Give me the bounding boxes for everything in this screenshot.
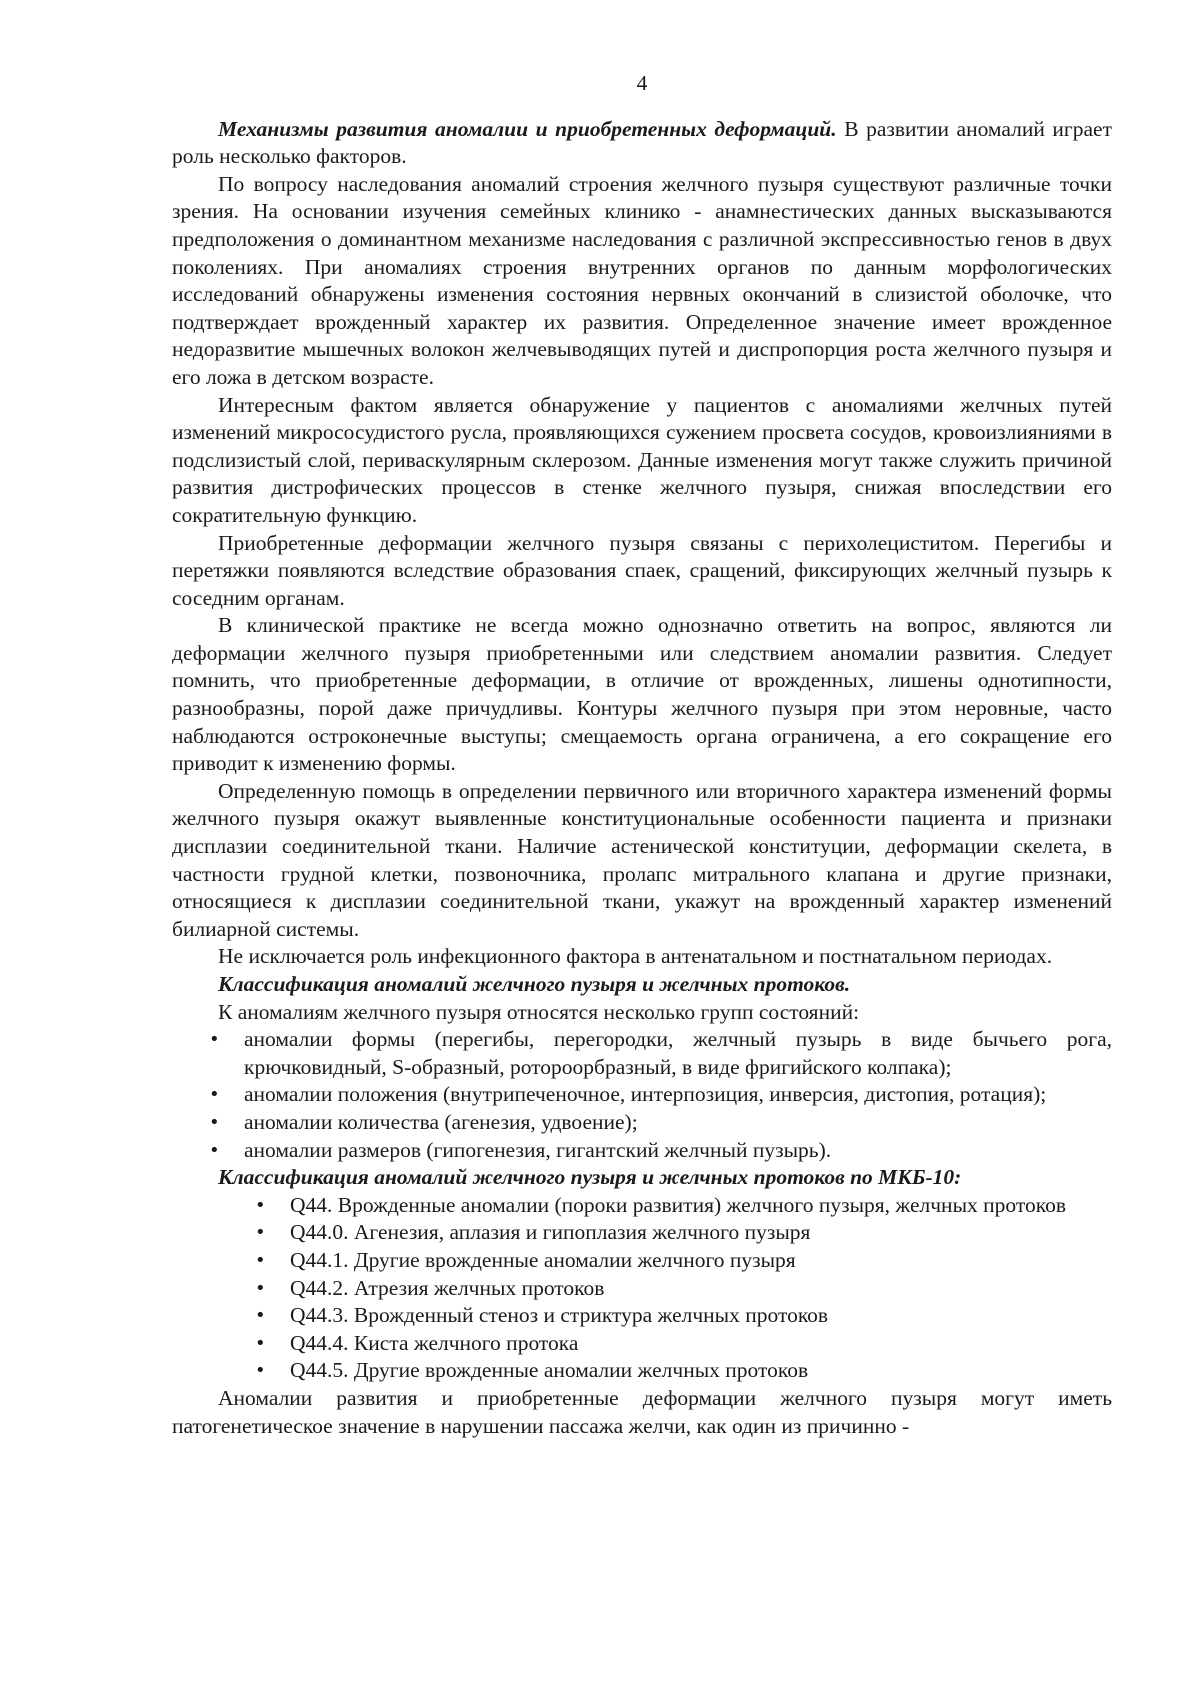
list-item: • аномалии положения (внутрипеченочное, интерпозиция, инверсия, дистопия, ротация);	[172, 1081, 1112, 1109]
paragraph: Интересным фактом является обнаружение у пациентов с аномалиями желчных путей изменений микрососудистого русла, проявляющихся сужением просвета сосудов, кровоизлияниями в подслизистый слой, периваскулярным склерозом. Данные изменения могут также служить причиной развития дистрофических процессов в стенке желчного пузыря, снижая впоследствии его сократительную функцию.	[172, 392, 1112, 527]
list-item: • Q44.2. Атрезия желчных протоков	[172, 1275, 1112, 1303]
intro-text: В развитии аномалий играет роль несколько факторов.	[172, 116, 1112, 169]
section-heading-mechanisms: Механизмы развития аномалии и приобретенных деформаций.	[218, 116, 837, 141]
paragraph: В клинической практике не всегда можно однозначно ответить на вопрос, являются ли деформации желчного пузыря приобретенными или следствием аномалии развития. Следует помнить, что приобретенные деформации, в отличие от врожденных, лишены однотипности, разнообразны, порой даже причудливы. Контуры желчного пузыря при этом неровные, часто наблюдаются остроконечные выступы; смещаемость органа ограничена, а его сокращение его приводит к изменению формы.	[172, 613, 1112, 776]
paragraph: По вопросу наследования аномалий строения желчного пузыря существуют различные точки зрения. На основании изучения семейных клинико - анамнестических данных высказываются предположения о доминантном механизме наследования с различной экспрессивностью генов в двух поколениях. При аномалиях строения внутренних органов по данным морфологических исследований обнаружены изменения состояния нервных окончаний в слизистой оболочке, что подтверждает врожденный характер их развития. Определенное значение имеет врожденное недоразвитие мышечных волокон желчевыводящих путей и диспропорция роста желчного пузыря и его ложа в детском возрасте.	[172, 171, 1112, 389]
list-item: • аномалии размеров (гипогенезия, гигантский желчный пузырь).	[172, 1137, 1112, 1165]
classification-intro: К аномалиям желчного пузыря относятся несколько групп состояний:	[218, 999, 860, 1024]
list-item: • Q44.4. Киста желчного протока	[172, 1330, 1112, 1358]
final-paragraph: Аномалии развития и приобретенные деформации желчного пузыря могут иметь патогенетическое значение в нарушении пассажа желчи, как один из причинно -	[172, 1385, 1112, 1438]
classification-list	[172, 1026, 1112, 1164]
icd-heading: Классификация аномалий желчного пузыря и желчных протоков по МКБ-10:	[218, 1165, 962, 1190]
classification-heading: Классификация аномалий желчного пузыря и желчных протоков.	[218, 972, 851, 996]
list-item: • аномалии формы (перегибы, перегородки, желчный пузырь в виде бычьего рога, крючковидный, S-образный, ротороорбразный, в виде фригийского колпака);	[172, 1026, 1112, 1081]
list-item: • Q44. Врожденные аномалии (пороки развития) желчного пузыря, желчных протоков	[172, 1192, 1112, 1220]
list-item: • Q44.1. Другие врожденные аномалии желчного пузыря	[172, 1247, 1112, 1275]
intro-paragraph	[172, 116, 1112, 171]
paragraph: Приобретенные деформации желчного пузыря связаны с перихолециститом. Перегибы и перетяжки появляются вследствие образования спаек, сращений, фиксирующих желчный пузырь к соседним органам.	[172, 530, 1112, 610]
document-page	[172, 70, 1112, 1440]
list-item: • Q44.5. Другие врожденные аномалии желчных протоков	[172, 1357, 1112, 1385]
paragraph: Определенную помощь в определении первичного или вторичного характера изменений формы желчного пузыря окажут выявленные конституциональные особенности пациента и признаки дисплазии соединительной ткани. Наличие астенической конституции, деформации скелета, в частности грудной клетки, позвоночника, пролапс митрального клапана и другие признаки, относящиеся к дисплазии соединительной ткани, укажут на врожденный характер изменений билиарной системы.	[172, 778, 1112, 941]
list-item: • Q44.0. Агенезия, аплазия и гипоплазия желчного пузыря	[172, 1219, 1112, 1247]
list-item: • Q44.3. Врожденный стеноз и стриктура желчных протоков	[172, 1302, 1112, 1330]
page-number: 4	[636, 71, 648, 95]
list-item: • аномалии количества (агенезия, удвоение);	[172, 1109, 1112, 1137]
icd-list	[172, 1192, 1112, 1385]
paragraph: Не исключается роль инфекционного фактора в антенатальном и постнатальном периодах.	[218, 944, 1053, 969]
